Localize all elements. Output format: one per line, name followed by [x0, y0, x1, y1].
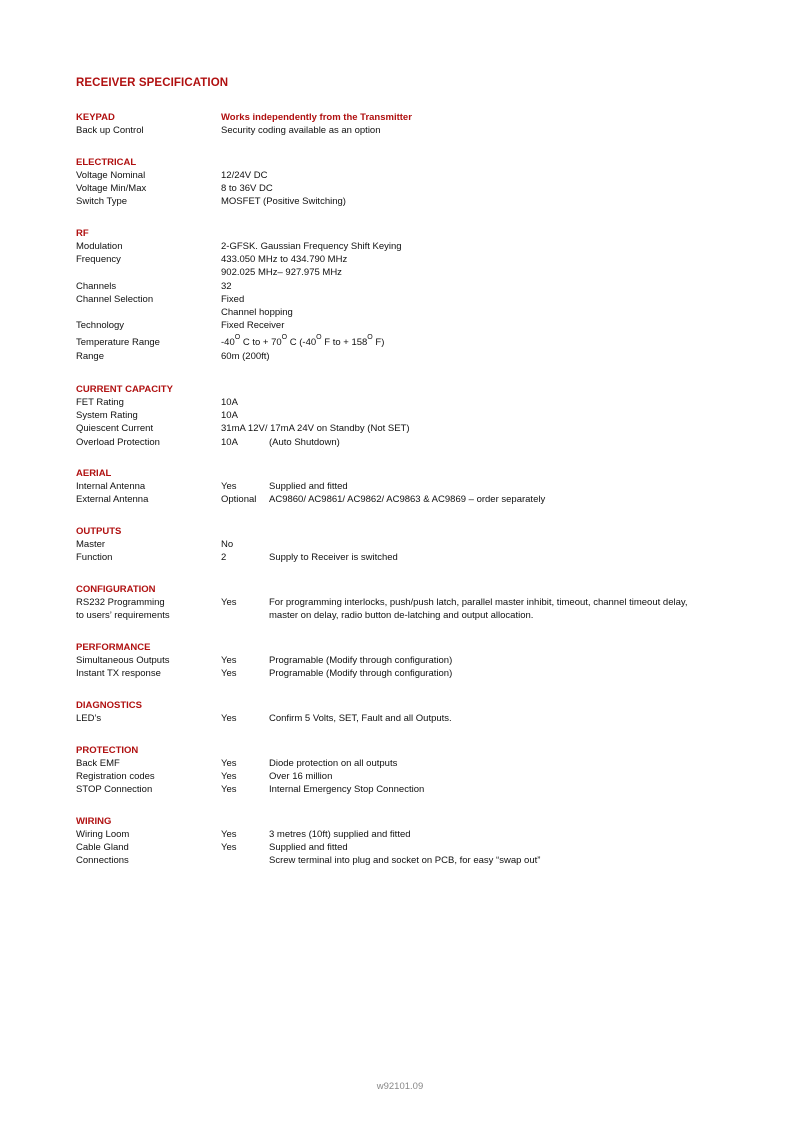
spec-row — [76, 319, 756, 332]
spec-value: 31mA 12V/ 17mA 24V on Standby (Not SET) — [221, 423, 410, 435]
section-heading: OUTPUTS — [76, 526, 122, 537]
spec-note: Internal Emergency Stop Connection — [269, 784, 425, 796]
spec-label: Master — [76, 539, 106, 550]
section-electrical — [76, 156, 756, 209]
spec-row — [76, 596, 756, 609]
spec-row — [76, 396, 756, 409]
document-code: w92101.09 — [376, 1081, 424, 1092]
spec-row — [76, 667, 756, 680]
section-performance — [76, 641, 756, 680]
spec-label: System Rating — [76, 410, 138, 422]
spec-row — [76, 770, 756, 783]
section-heading-value: Works independently from the Transmitter — [221, 112, 412, 123]
spec-value: Channel hopping — [221, 306, 293, 318]
spec-row — [76, 350, 756, 363]
section-configuration — [76, 583, 756, 622]
spec-label: Wiring Loom — [76, 829, 130, 840]
section-heading: PROTECTION — [76, 745, 139, 756]
spec-value: 433.050 MHz to 434.790 MHz — [221, 254, 348, 266]
spec-row — [76, 538, 756, 551]
section-heading-row — [76, 111, 756, 124]
spec-row — [76, 436, 756, 449]
section-heading: AERIAL — [76, 468, 112, 479]
section-wiring — [76, 815, 756, 868]
section-current-capacity — [76, 383, 756, 449]
degree-mark: O — [316, 334, 322, 342]
spec-note: Supplied and fitted — [269, 842, 348, 854]
section-protection — [76, 744, 756, 797]
spec-value: 902.025 MHz– 927.975 MHz — [221, 267, 342, 279]
spec-label: Cable Gland — [76, 842, 129, 854]
spec-label: Voltage Nominal — [76, 170, 146, 181]
temperature-row — [76, 332, 756, 350]
spec-label: FET Rating — [76, 397, 124, 408]
section-aerial — [76, 467, 756, 506]
spec-row — [76, 654, 756, 667]
spec-label: STOP Connection — [76, 784, 153, 796]
spec-row — [76, 493, 756, 506]
spec-label: to users’ requirements — [76, 610, 170, 622]
spec-label: Modulation — [76, 241, 123, 252]
spec-value: Yes — [221, 481, 237, 492]
spec-row — [76, 240, 756, 253]
spec-label: Overload Protection — [76, 436, 160, 448]
spec-value: 2-GFSK. Gaussian Frequency Shift Keying — [221, 241, 402, 252]
spec-label: RS232 Programming — [76, 597, 165, 608]
spec-row — [76, 306, 756, 319]
spec-label: Switch Type — [76, 196, 128, 208]
spec-value: 60m (200ft) — [221, 351, 270, 363]
section-diagnostics — [76, 699, 756, 725]
spec-value: 10A — [221, 436, 238, 448]
spec-value: Optional — [221, 494, 257, 506]
spec-row — [76, 293, 756, 306]
section-heading: RF — [76, 228, 89, 239]
spec-value: 10A — [221, 397, 238, 408]
spec-label: External Antenna — [76, 494, 149, 506]
spec-value: 32 — [221, 280, 232, 292]
spec-label: Simultaneous Outputs — [76, 655, 170, 666]
spec-row — [76, 841, 756, 854]
spec-value: Yes — [221, 829, 237, 840]
spec-row — [76, 828, 756, 841]
spec-note: master on delay, radio button de-latching and output allocation. — [269, 610, 534, 622]
spec-row — [76, 551, 756, 564]
spec-note: Supply to Receiver is switched — [269, 552, 398, 564]
spec-note: Over 16 million — [269, 771, 333, 783]
spec-value: Yes — [221, 771, 237, 783]
spec-label: LED’s — [76, 713, 102, 724]
spec-row — [76, 757, 756, 770]
spec-row — [76, 480, 756, 493]
spec-row — [76, 783, 756, 796]
spec-row — [76, 266, 756, 279]
section-heading: CONFIGURATION — [76, 584, 156, 595]
spec-row — [76, 182, 756, 195]
spec-row — [76, 253, 756, 266]
page-title: RECEIVER SPECIFICATION — [76, 77, 229, 89]
spec-note: Programable (Modify through configuration) — [269, 668, 453, 680]
spec-row — [76, 280, 756, 293]
spec-note: 3 metres (10ft) supplied and fitted — [269, 829, 411, 840]
spec-label: Connections — [76, 855, 129, 867]
spec-label: Temperature Range — [76, 337, 160, 349]
spec-value: MOSFET (Positive Switching) — [221, 196, 346, 208]
spec-label: Frequency — [76, 254, 121, 266]
section-heading: ELECTRICAL — [76, 157, 137, 168]
section-heading: KEYPAD — [76, 112, 115, 123]
spec-label: Back EMF — [76, 758, 120, 769]
spec-note: Supplied and fitted — [269, 481, 348, 492]
spec-label: Voltage Min/Max — [76, 183, 147, 195]
section-heading: PERFORMANCE — [76, 642, 151, 653]
section-heading: CURRENT CAPACITY — [76, 384, 173, 395]
spec-label: Instant TX response — [76, 668, 161, 680]
spec-note: Screw terminal into plug and socket on PCB, for easy “swap out” — [269, 855, 541, 867]
spec-value: 8 to 36V DC — [221, 183, 273, 195]
degree-mark: O — [367, 334, 373, 342]
spec-label: Channels — [76, 280, 117, 292]
spec-label: Registration codes — [76, 771, 155, 783]
spec-row — [76, 124, 756, 137]
spec-label: Range — [76, 351, 104, 363]
spec-note: (Auto Shutdown) — [269, 436, 340, 448]
spec-note: Confirm 5 Volts, SET, Fault and all Outputs. — [269, 713, 452, 724]
spec-row — [76, 854, 756, 867]
spec-row — [76, 609, 756, 622]
spec-value: Yes — [221, 842, 237, 854]
spec-value: Yes — [221, 597, 237, 608]
spec-label: Channel Selection — [76, 293, 154, 305]
spec-row — [76, 409, 756, 422]
spec-value: Security coding available as an option — [221, 125, 381, 137]
spec-value: Yes — [221, 713, 237, 724]
spec-value: Yes — [221, 668, 237, 680]
spec-value: Fixed Receiver — [221, 320, 285, 332]
spec-note: Programable (Modify through configuration) — [269, 655, 453, 666]
spec-value: Yes — [221, 758, 237, 769]
temperature-value: $-40^O$ C to + $70^O$ C ($-40^O$ F to + $158^O$ F) — [221, 334, 385, 349]
spec-value: 12/24V DC — [221, 170, 268, 181]
spec-note: Diode protection on all outputs — [269, 758, 398, 769]
spec-label: Back up Control — [76, 125, 144, 137]
spec-row — [76, 422, 756, 435]
section-heading: WIRING — [76, 816, 112, 827]
degree-mark: O — [234, 334, 241, 342]
section-heading: DIAGNOSTICS — [76, 700, 142, 711]
spec-label: Function — [76, 552, 113, 564]
section-outputs — [76, 525, 756, 564]
spec-value: 2 — [221, 552, 227, 564]
spec-value: No — [221, 539, 234, 550]
spec-label: Technology — [76, 320, 125, 332]
spec-row — [76, 195, 756, 208]
spec-value: 10A — [221, 410, 238, 422]
spec-label: Internal Antenna — [76, 481, 146, 492]
section-keypad — [76, 111, 756, 137]
section-rf — [76, 227, 756, 364]
spec-label: Quiescent Current — [76, 423, 154, 435]
spec-value: Yes — [221, 784, 237, 796]
spec-value: Yes — [221, 655, 237, 666]
spec-row — [76, 169, 756, 182]
degree-mark: O — [281, 334, 288, 342]
spec-note: AC9860/ AC9861/ AC9862/ AC9863 & AC9869 – order separately — [269, 494, 546, 506]
spec-value: Fixed — [221, 293, 245, 305]
spec-row — [76, 712, 756, 725]
spec-note: For programming interlocks, push/push latch, parallel master inhibit, timeout, channel timeout delay, — [269, 597, 688, 608]
